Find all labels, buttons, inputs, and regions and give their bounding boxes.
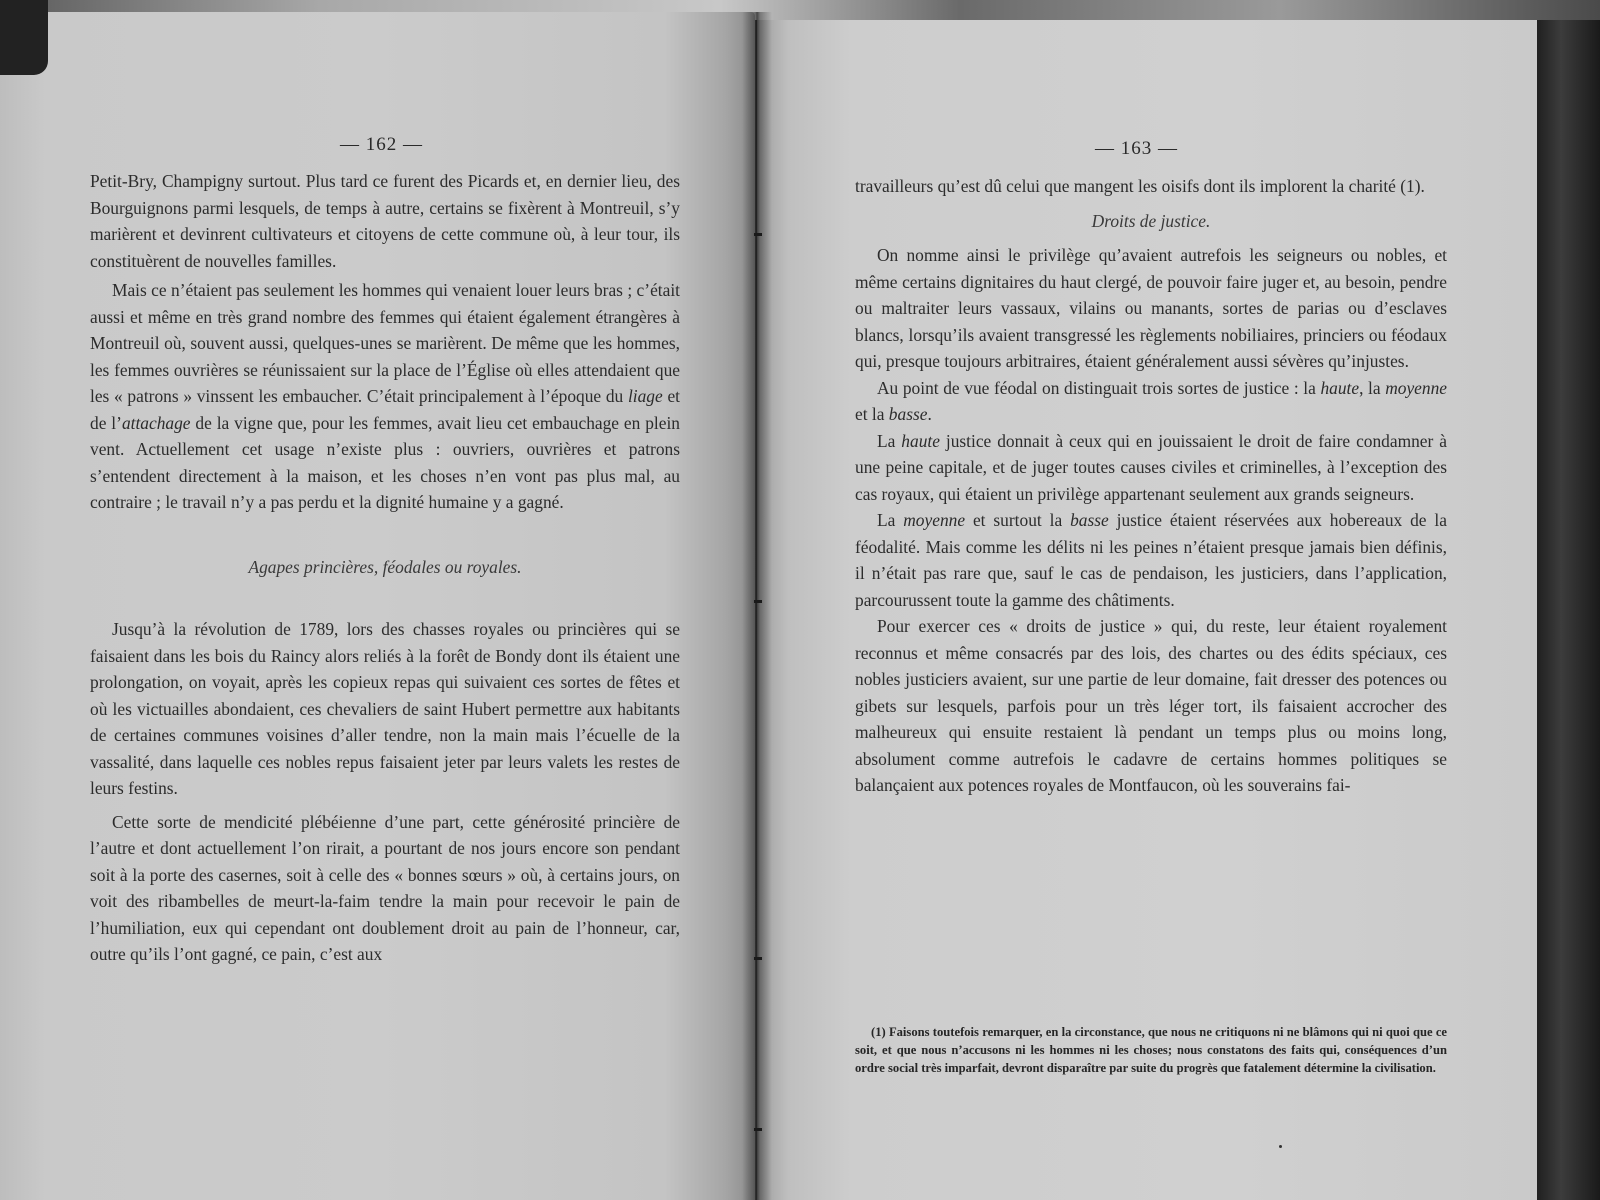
left-paragraph-2-part-1: Mais ce n’étaient pas seulement les hommes qui venaient louer leurs bras ; c’était aussi et même en très grand nombre des femmes qui étaient également étrangères à Montreuil où, souvent aussi, quelques-unes se marièrent. De même que les hommes, les femmes ouvrières se réunissaient sur la place de l’Église où elles attendaient que les « patrons » vinssent les embaucher. C’était principalement à l’époque du <box>90 280 680 406</box>
right-paragraph-4-part-1: La <box>877 430 902 451</box>
right-page <box>757 20 1537 1200</box>
page-number-163: — 163 — <box>1095 138 1178 159</box>
right-paragraph-5-part-3: justice étaient réservées aux hobereaux de la féodalité. Mais comme les délits ni les peines n’étaient presque jamais bien définis, il n’était pas rare que, sauf le cas de pendaison, les justiciers, dans l’application, parcourussent toute la gamme des châtiments. <box>855 510 1447 610</box>
right-paragraph-4-part-2: justice donnait à ceux qui en jouissaient le droit de faire condamner à une peine capitale, et de juger toutes causes civiles et criminelles, à l’exception des cas royaux, qui étaient un privilège appartenant seulement aux grands seigneurs. <box>855 430 1447 504</box>
right-paragraph-2: On nomme ainsi le privilège qu’avaient autrefois les seigneurs ou nobles, et même certains dignitaires du haut clergé, de pouvoir faire juger et, au besoin, pendre ou maltraiter leurs vassaux, vilains ou manants, sortes de parias ou d’esclaves blancs, lorsqu’ils avaient transgressé les règlements nobiliaires, princiers ou féodaux qui, presque toujours arbitraires, étaient généralement aussi sévères qu’injustes. <box>855 245 1447 371</box>
left-page <box>0 12 755 1200</box>
footnote <box>855 1023 1447 1077</box>
left-paragraph-2-part-2: et de l’ <box>90 386 680 433</box>
right-paragraph-5 <box>855 507 1447 613</box>
right-paragraph-3-end: . <box>927 404 932 424</box>
term-haute-2: haute <box>901 430 940 451</box>
right-paragraph-5-part-1: La <box>877 510 904 530</box>
term-moyenne-2: moyenne <box>903 510 966 530</box>
term-basse: basse <box>888 404 928 424</box>
right-paragraph-1: travailleurs qu’est dû celui que mangent les oisifs dont ils implorent la charité (1). <box>855 176 1425 196</box>
book-cover-edge <box>1535 20 1600 1200</box>
left-text-column <box>90 168 680 968</box>
left-paragraph-1: Petit-Bry, Champigny surtout. Plus tard ce furent des Picards et, en dernier lieu, des Bourguignons parmi lesquels, de temps à autre, certains se fixèrent à Montreuil, s’y marièrent et devinrent cultivateurs et citoyens de cette commune où, à leur tour, ils constituèrent de nouvelles familles. <box>90 171 680 271</box>
term-attachage: attachage <box>121 412 191 433</box>
term-basse-2: basse <box>1070 510 1109 530</box>
binding-thread-mark <box>754 233 762 236</box>
page-speck <box>1279 1145 1282 1148</box>
term-haute: haute <box>1320 377 1360 398</box>
right-text-column <box>855 173 1447 799</box>
right-paragraph-3 <box>855 375 1447 428</box>
corner-clip <box>0 0 48 75</box>
binding-thread-mark <box>754 600 762 603</box>
page-number-162: — 162 — <box>340 134 423 155</box>
left-paragraph-4: Cette sorte de mendicité plébéienne d’une part, cette générosité princière de l’autre et dont actuellement l’on rirait, a pourtant de nos jours encore son pendant soit à la porte des casernes, soit à celle des « bonnes sœurs » où, à certains jours, on voit des ribambelles de meurt-la-faim tendre la main pour recevoir le pain de l’humiliation, eux qui cependant ont doublement droit au pain de l’honneur, car, outre qu’ils l’ont gagné, ce pain, c’est aux <box>90 811 680 964</box>
section-heading-agapes: Agapes princières, féodales ou royales. <box>248 556 522 577</box>
right-paragraph-3-sep-2: et la <box>855 404 889 424</box>
left-paragraph-3: Jusqu’à la révolution de 1789, lors des chasses royales ou princières qui se faisaient dans les bois du Raincy alors reliés à la forêt de Bondy dont ils étaient une prolongation, on voyait, après les copieux repas qui suivaient ces sortes de fêtes et où les victuailles abondaient, ces chevaliers de saint Hubert permettre aux habitants de certaines communes voisines d’aller tendre, non la main mais l’écuelle de la vassalité, dans laquelle ces nobles repus faisaient jeter par leurs valets les restes de leurs festins. <box>90 619 680 798</box>
binding-thread-mark <box>754 1128 762 1131</box>
left-paragraph-2 <box>90 277 680 516</box>
right-paragraph-4 <box>855 428 1447 508</box>
right-paragraph-5-part-2: et surtout la <box>965 510 1071 530</box>
term-moyenne: moyenne <box>1385 377 1448 398</box>
book-gutter <box>742 12 772 1200</box>
section-heading-droits: Droits de justice. <box>1091 210 1211 231</box>
footnote-text: (1) Faisons toutefois remarquer, en la circonstance, que nous ne critiquons ni ne blâmons qui ni quoi que ce soit, et que nous n’accusons ni les hommes ni les choses; nous constatons des faits qui, conséquences d’un ordre social très imparfait, devront disparaître par suite du progrès que fatalement détermine la civilisation. <box>855 1025 1447 1075</box>
right-paragraph-3-sep-1: , la <box>1359 377 1386 398</box>
left-paragraph-2-part-3: de la vigne que, pour les femmes, avait lieu cet embauchage en plein vent. Actuellement cet usage n’existe plus : ouvriers, ouvrières et patrons s’entendent directement à la maison, et les choses n’en vont pas plus mal, au contraire ; le travail n’y a pas perdu et la dignité humaine y a gagné. <box>90 412 680 512</box>
binding-thread-mark <box>754 957 762 960</box>
right-paragraph-6: Pour exercer ces « droits de justice » qui, du reste, leur étaient royalement reconnus et même consacrés par des lois, des chartes ou des édits spéciaux, ces nobles justiciers avaient, sur une partie de leur domaine, fait dresser des potences ou gibets sur lesquels, parfois pour un très léger tort, ils faisaient accrocher des malheureux qui ensuite restaient là pendant un temps plus ou moins long, absolument comme autrefois le cadavre de certains hommes politiques se balançaient aux potences royales de Montfaucon, où les souverains fai- <box>855 616 1447 795</box>
right-paragraph-3-part-1: Au point de vue féodal on distinguait trois sortes de justice : la <box>877 377 1321 398</box>
term-liage: liage <box>627 386 663 406</box>
